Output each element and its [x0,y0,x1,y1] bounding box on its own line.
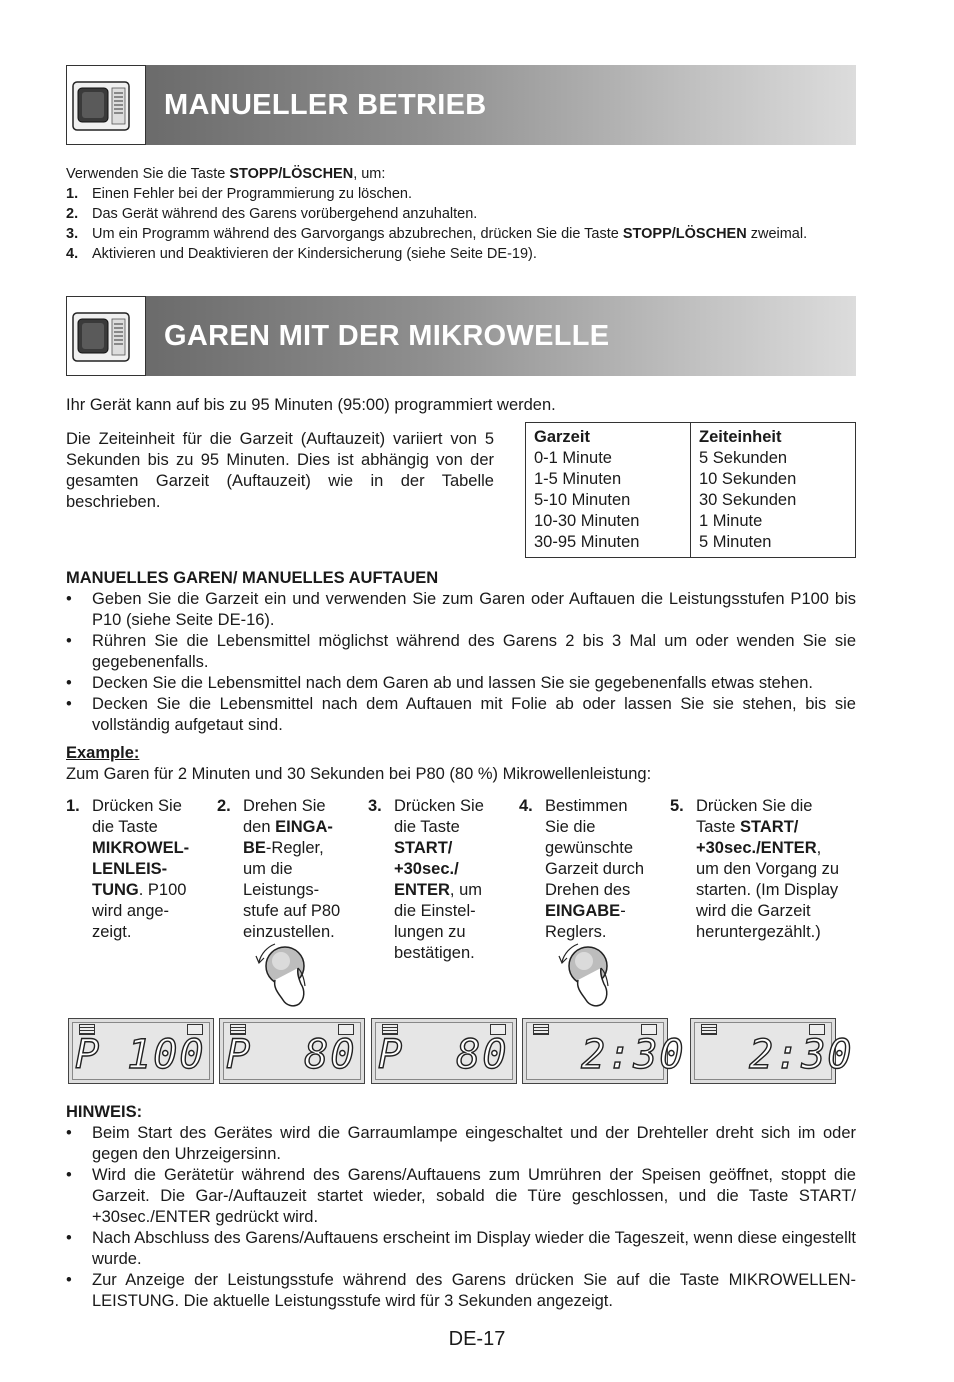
lcd-readout: P 80 [226,1032,357,1078]
step-line: +30sec./ [394,860,459,878]
step-line: bestätigen. [394,944,475,962]
step-line: den EINGA- [243,818,333,836]
step-line: Drücken Sie [92,797,182,815]
list-item: • Nach Abschluss des Garens/Auftauens erscheint im Display wieder die Tageszeit, wenn diese eingestellt wurde. [66,1228,856,1270]
list-item: 1. Einen Fehler bei der Programmierung zu löschen. [66,186,412,202]
max-time-text: Ihr Gerät kann auf bis zu 95 Minuten (95:00) programmiert werden. [66,396,556,414]
step-line: zeigt. [92,923,132,941]
list-item: 2. Das Gerät während des Garens vorübergehend anzuhalten. [66,206,478,222]
step-line: Garzeit durch [545,860,645,878]
step-line: einzustellen. [243,923,335,941]
list-item: 4. Aktivieren und Deaktivieren der Kindersicherung (siehe Seite DE-19). [66,246,537,262]
list-item: • Rühren Sie die Lebensmittel möglichst während des Garens 2 bis 3 Mal um oder wenden Sie sie gegebenenfalls. [66,631,856,673]
step-line: Reglers. [545,923,607,941]
lcd-display [371,1018,517,1084]
lcd-display [68,1018,214,1084]
step-line: MIKROWEL- [92,839,190,857]
table-header: Garzeit 0-1 Minute 1-5 Minuten 5-10 Minuten 10-30 Minuten 30-95 Minuten [526,423,691,558]
section-title: MANUELLER BETRIEB [164,89,487,121]
list-item: • Decken Sie die Lebensmittel nach dem Auftauen mit Folie ab oder lassen Sie sie stehen, bis sie vollständig aufgetaut sind. [66,694,856,736]
step-line: gewünschte [545,839,634,857]
section-header-manual [66,65,856,145]
list-item: • Geben Sie die Garzeit ein und verwenden Sie zum Garen oder Auftauen die Leistungsstufen P100 bis P10 (siehe Seite DE-16). [66,589,856,631]
step-line: lungen zu [394,923,466,941]
step-line: die Einstel- [394,902,476,920]
lcd-readout: 2:30 [697,1032,854,1078]
manual-heading: MANUELLES GAREN/ MANUELLES AUFTAUEN [66,569,439,587]
hinweis-block [66,1102,856,1312]
list-item: 3. Um ein Programm während des Garvorgangs abzubrechen, drücken Sie die Taste STOPP/LÖSCHEN zweimal. [66,226,808,242]
step-line: die Taste [92,818,158,836]
dial-hand-icon [556,942,618,1012]
step-line: BE-Regler, [243,839,324,857]
time-unit-paragraph: Die Zeiteinheit für die Garzeit (Auftauzeit) variiert von 5 Sekunden bis zu 95 Minuten. Dies ist abhängig von der gesamten Garzeit (Auftauzeit) wie in der Tabelle beschrieben. [66,430,494,511]
list-item: • Beim Start des Gerätes wird die Garraumlampe eingeschaltet und der Drehteller dreht sich im oder gegen den Uhrzeigersinn. [66,1123,856,1165]
step-line: um den Vorgang zu [696,860,840,878]
step-line: Leistungs- [243,881,320,899]
example-block [66,743,856,785]
dial-hand-icon [253,942,315,1012]
microwave-icon [66,65,146,145]
stop-clear-intro: Verwenden Sie die Taste STOPP/LÖSCHEN, um: [66,166,386,182]
list-item: • Wird die Gerätetür während des Garens/Auftauens zum Umrühren der Speisen geöffnet, stoppt die Garzeit. Die Gar-/Auftauzeit startet wieder, sobald die Türe geschlossen, und die Taste START/ +30sec./ENTER gedrückt wird. [66,1165,856,1228]
stop-clear-intro-block [66,164,866,264]
hinweis-heading: HINWEIS: [66,1103,143,1121]
step-line: EINGABE- [545,902,626,920]
microwave-icon [66,296,146,376]
list-item: • Zur Anzeige der Leistungsstufe während des Garens drücken Sie auf die Taste MIKROWELLEN-LEISTUNG. Die aktuelle Leistungsstufe wird für 3 Sekunden angezeigt. [66,1270,856,1312]
lcd-display [219,1018,365,1084]
step-line: wird ange- [92,902,170,920]
step-line: wird die Garzeit [696,902,811,920]
lcd-display [690,1018,854,1084]
step-line: stufe auf P80 [243,902,341,920]
step-line: START/ [394,839,453,857]
list-item: • Decken Sie die Lebensmittel nach dem Garen ab und lassen Sie sie gegebenenfalls etwas stehen. [66,673,856,694]
step-line: heruntergezählt.) [696,923,821,941]
step-line: starten. (Im Display [696,881,839,899]
step-line: +30sec./ENTER, [696,839,822,857]
example-heading: Example: [66,744,140,762]
section-header-microwave [66,296,856,376]
example-text: Zum Garen für 2 Minuten und 30 Sekunden bei P80 (80 %) Mikrowellenleistung: [66,765,652,783]
step-line: Drehen Sie [243,797,326,815]
section-title: GAREN MIT DER MIKROWELLE [164,320,610,352]
step-line: um die [243,860,293,878]
step-line: Drücken Sie die [696,797,813,815]
step-line: Drehen des [545,881,631,899]
table-header: Zeiteinheit 5 Sekunden 10 Sekunden 30 Sekunden 1 Minute 5 Minuten [691,423,856,558]
lcd-readout: P 80 [378,1032,509,1078]
step-line: LENLEIS- [92,860,168,878]
step-line: ENTER, um [394,881,483,899]
lcd-readout: P 100 [75,1032,206,1078]
time-unit-table [525,422,856,558]
step-line: Drücken Sie [394,797,484,815]
step-line: Bestimmen [545,797,628,815]
lcd-readout: 2:30 [529,1032,686,1078]
page-number: DE-17 [448,1328,506,1350]
manual-cooking-block [66,568,856,736]
step-line: TUNG. P100 [92,881,187,899]
lcd-display [522,1018,686,1084]
step-line: Taste START/ [696,818,799,836]
step-line: die Taste [394,818,460,836]
step-line: Sie die [545,818,596,836]
